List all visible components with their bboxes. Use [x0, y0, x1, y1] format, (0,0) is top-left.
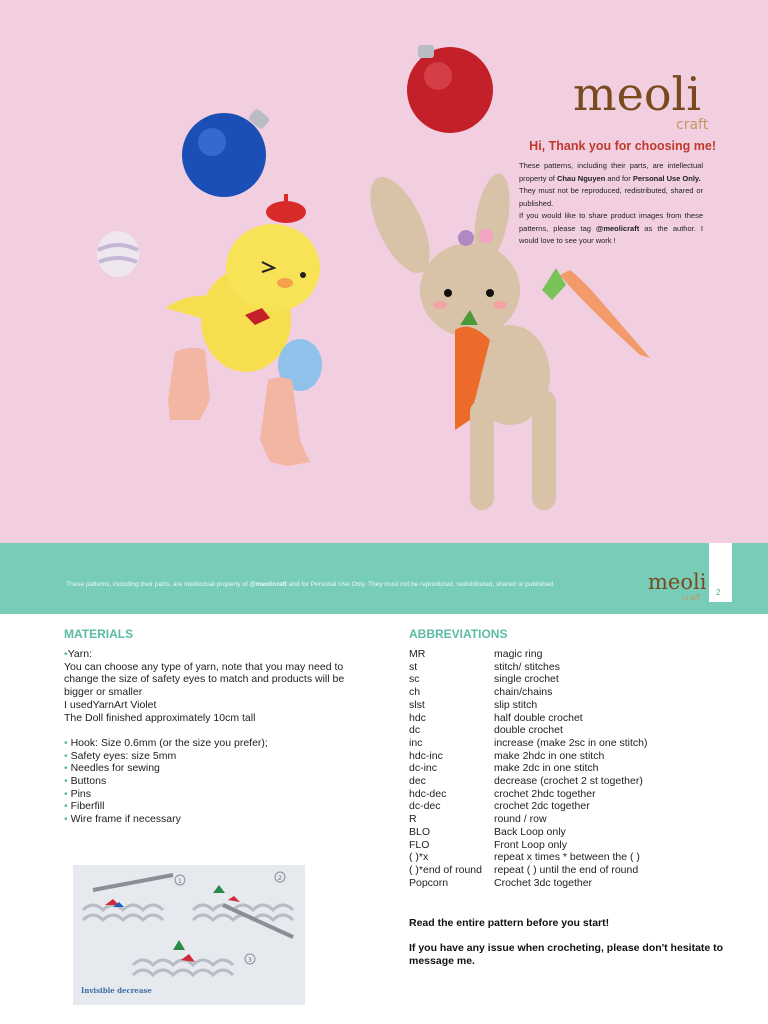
yarn-label-row: •Yarn: [64, 648, 93, 660]
step-2-label: 2 [278, 875, 282, 882]
intro-author: Chau Nguyen [556, 173, 606, 183]
intro-p3-a: If you would like to share product images from these patterns, please tag [519, 211, 703, 233]
doll-size: The Doll finished approximately 10cm tall [64, 711, 256, 724]
abbr-row: R round / row [409, 813, 547, 826]
materials-item: • Safety eyes: size 5mm [64, 749, 177, 762]
materials-item: • Fiberfill [64, 800, 105, 813]
materials-item: • Hook: Size 0.6mm (or the size you prefer); [64, 736, 268, 749]
intro-p1-a: These patterns, including their parts, are intellectual property of [519, 161, 703, 183]
abbr-row: dc-inc make 2dc in one stitch [409, 762, 599, 775]
thanks-title: Hi, Thank you for choosing me! [529, 139, 716, 153]
abbr-row: dc double crochet [409, 724, 563, 737]
intro-text [519, 160, 703, 248]
intro-p1-b: and for [605, 173, 633, 183]
materials-item: • Needles for sewing [64, 762, 160, 775]
intro-p3-b: as the author. I would love to see your work ! [519, 223, 703, 245]
intro-p2: They must not be reproduced, redistributed, shared or published. [519, 186, 703, 208]
band-text-tag: @meolicraft [249, 581, 287, 588]
abbr-row: ( )*end of round repeat ( ) until the end of round [409, 863, 639, 876]
band-logo-word: meoli [648, 570, 707, 594]
abbr-row: Popcorn Crochet 3dc together [409, 876, 593, 889]
band-logo-sub: craft [682, 593, 701, 602]
stitch-diagram-art [73, 865, 305, 1005]
abbr-row: st stitch/ stitches [409, 660, 560, 673]
note-read-first: Read the entire pattern before you start! [409, 917, 610, 929]
yarn-text: You can choose any type of yarn, note that you may need to change the size of safety eyes to match and products will be bigger or smaller [64, 660, 345, 699]
hook-icon [93, 875, 173, 890]
blue-ornament [182, 113, 266, 197]
abbr-row: MR magic ring [409, 648, 543, 660]
materials-item: • Pins [64, 787, 92, 800]
abbr-row: BLO Back Loop only [409, 825, 566, 838]
step-1-label: 1 [178, 878, 182, 885]
page-number-box [709, 543, 732, 602]
abbr-row: hdc half double crochet [409, 711, 583, 724]
band-text-a: These patterns, including their parts, are intellectual property of [66, 581, 250, 588]
materials-item: • Buttons [64, 775, 107, 788]
striped-ball [97, 231, 139, 277]
band-text-b: and for Personal Use Only. They must not be reproduced, redistributed, shared or published. [286, 581, 555, 588]
notes [409, 917, 739, 980]
abbreviations-table [409, 648, 647, 889]
diagram-caption: Invisible decrease [81, 986, 152, 995]
abbr-row: inc increase (make 2sc in one stitch) [409, 736, 648, 749]
abbr-row: dec decrease (crochet 2 st together) [409, 775, 643, 788]
step-3-label: 3 [248, 957, 252, 964]
page-number: 2 [716, 588, 721, 597]
band-copyright-text [66, 581, 555, 588]
abbreviations-heading: ABBREVIATIONS [409, 627, 508, 641]
band-logo [646, 565, 710, 605]
invisible-decrease-diagram [73, 865, 305, 1005]
materials-item: • Wire frame if necessary [64, 813, 181, 826]
meoli-logo-sub: craft [676, 117, 709, 133]
materials-list [64, 648, 364, 826]
yarn-label: Yarn: [67, 648, 93, 660]
abbr-row: sc single crochet [409, 673, 559, 686]
intro-tag: @meolicraft [596, 223, 640, 233]
meoli-logo-word: meoli [573, 67, 701, 121]
materials-heading: MATERIALS [64, 627, 134, 641]
note-message-me: If you have any issue when crocheting, please don't hesitate to message me. [409, 942, 724, 967]
intro-personal-use: Personal Use Only. [632, 173, 701, 183]
abbr-row: FLO Front Loop only [409, 838, 567, 851]
abbr-row: ( )*x repeat x times * between the ( ) [409, 851, 640, 864]
abbr-row: dc-dec crochet 2dc together [409, 800, 590, 813]
yarn-used: I usedYarnArt Violet [64, 698, 157, 711]
abbr-row: slst slip stitch [409, 698, 538, 711]
abbr-row: hdc-inc make 2hdc in one stitch [409, 749, 605, 762]
abbr-row: hdc-dec crochet 2hdc together [409, 787, 596, 800]
crochet-chick [165, 194, 322, 466]
red-ornament [407, 47, 493, 133]
abbr-row: ch chain/chains [409, 686, 553, 699]
